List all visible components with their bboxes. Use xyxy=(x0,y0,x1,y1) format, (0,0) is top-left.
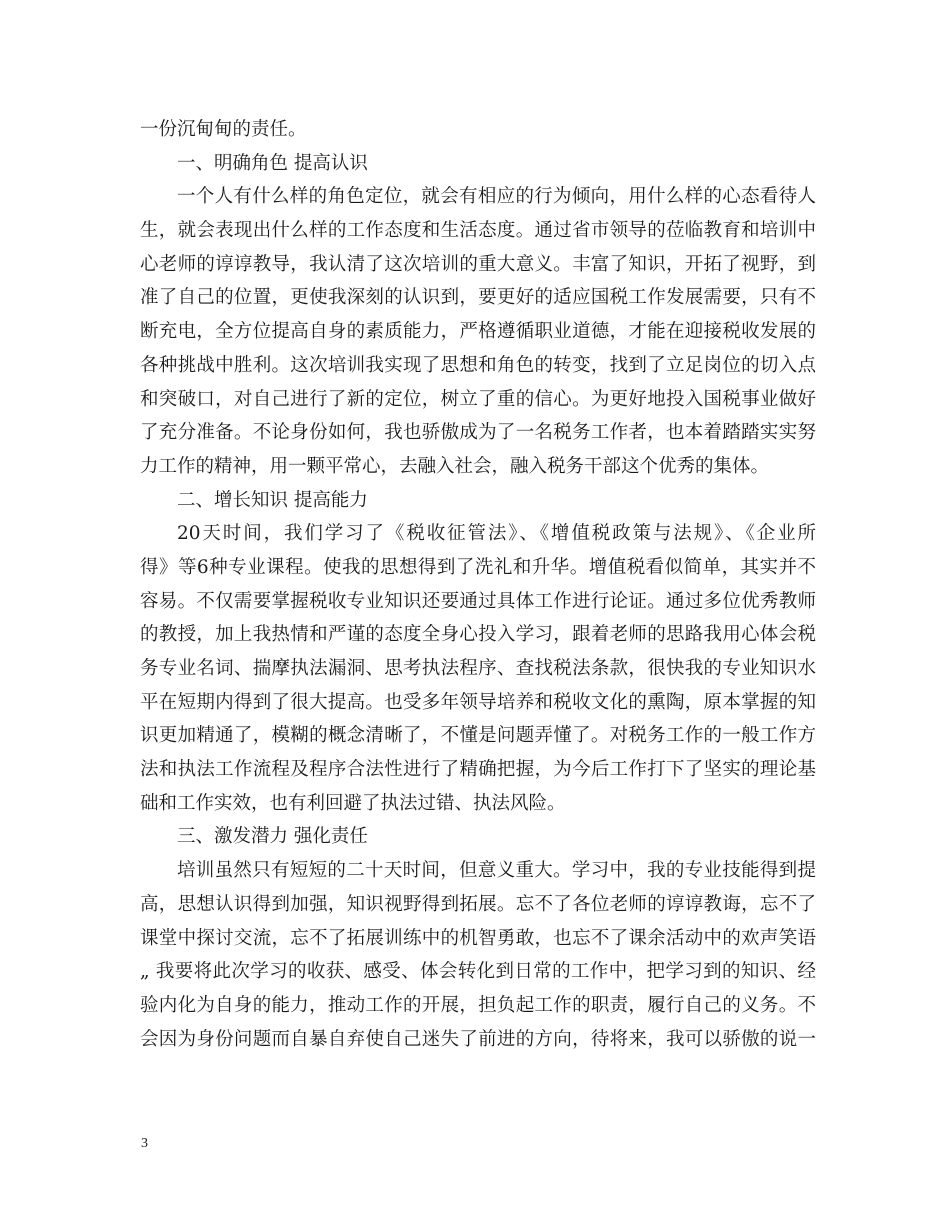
document-body xyxy=(140,113,816,1056)
text-line: 准了自己的位置，更使我深刻的认识到，要更好的适应国税工作发展需要，只有不 xyxy=(140,287,816,309)
text-line: 法和执法工作流程及程序合法性进行了精确把握，为今后工作打下了坚实的理论基 xyxy=(140,759,816,781)
text-line: 课堂中探讨交流，忘不了拓展训练中的机智勇敢，也忘不了课余活动中的欢声笑语 xyxy=(140,927,816,949)
text-line: 得》等6种专业课程。使我的思想得到了洗礼和升华。增值税看似简单，其实并不 xyxy=(140,556,816,578)
text-line: 力工作的精神，用一颗平常心，去融入社会，融入税务干部这个优秀的集体。 xyxy=(140,455,770,477)
text-line: 务专业名词、揣摩执法漏洞、思考执法程序、查找税法条款，很快我的专业知识水 xyxy=(140,658,816,679)
text-line: „ 我要将此次学习的收获、感受、体会转化到日常的工作中，把学习到的知识、经 xyxy=(140,961,816,983)
text-line: 各种挑战中胜利。这次培训我实现了思想和角色的转变，找到了立足岗位的切入点 xyxy=(140,354,816,376)
text-line: 的教授，加上我热情和严谨的态度全身心投入学习，跟着老师的思路我用心体会税 xyxy=(140,624,816,646)
text-line: 平在短期内得到了很大提高。也受多年领导培养和税收文化的熏陶，原本掌握的知 xyxy=(140,691,816,713)
text-line: 和突破口，对自己进行了新的定位，树立了重的信心。为更好地投入国税事业做好 xyxy=(140,388,816,410)
section-heading: 二、增长知识 提高能力 xyxy=(177,489,368,511)
text-line: 高，思想认识得到加强，知识视野得到拓展。忘不了各位老师的谆谆教诲，忘不了 xyxy=(140,893,816,915)
text-line: 一个人有什么样的角色定位，就会有相应的行为倾向，用什么样的心态看待人 xyxy=(177,186,816,208)
section-heading: 一、明确角色 提高认识 xyxy=(177,152,368,174)
text-line: 了充分准备。不论身份如何，我也骄傲成为了一名税务工作者，也本着踏踏实实努 xyxy=(140,422,816,444)
text-line: 一份沉甸甸的责任。 xyxy=(140,119,307,140)
text-line: 会因为身份问题而自暴自弃使自己迷失了前进的方向，待将来，我可以骄傲的说一 xyxy=(140,1028,816,1050)
text-line: 心老师的谆谆教导，我认清了这次培训的重大意义。丰富了知识，开拓了视野，到 xyxy=(140,253,816,275)
section-heading: 三、激发潜力 强化责任 xyxy=(177,826,368,848)
text-line: 础和工作实效，也有利回避了执法过错、执法风险。 xyxy=(140,792,566,814)
text-line: 容易。不仅需要掌握税收专业知识还要通过具体工作进行论证。通过多位优秀教师 xyxy=(140,590,816,612)
text-line: 生，就会表现出什么样的工作态度和生活态度。通过省市领导的莅临教育和培训中 xyxy=(140,220,816,242)
text-line: 识更加精通了，模糊的概念清晰了，不懂是问题弄懂了。对税务工作的一般工作方 xyxy=(140,725,816,747)
text-line: 20天时间，我们学习了《税收征管法》、《增值税政策与法规》、《企业所 xyxy=(177,523,816,545)
page-number: 3 xyxy=(141,1136,148,1151)
text-line: 培训虽然只有短短的二十天时间，但意义重大。学习中，我的专业技能得到提 xyxy=(177,860,816,882)
text-line: 验内化为自身的能力，推动工作的开展，担负起工作的职责，履行自己的义务。不 xyxy=(140,994,816,1016)
text-line: 断充电，全方位提高自身的素质能力，严格遵循职业道德，才能在迎接税收发展的 xyxy=(140,321,816,343)
